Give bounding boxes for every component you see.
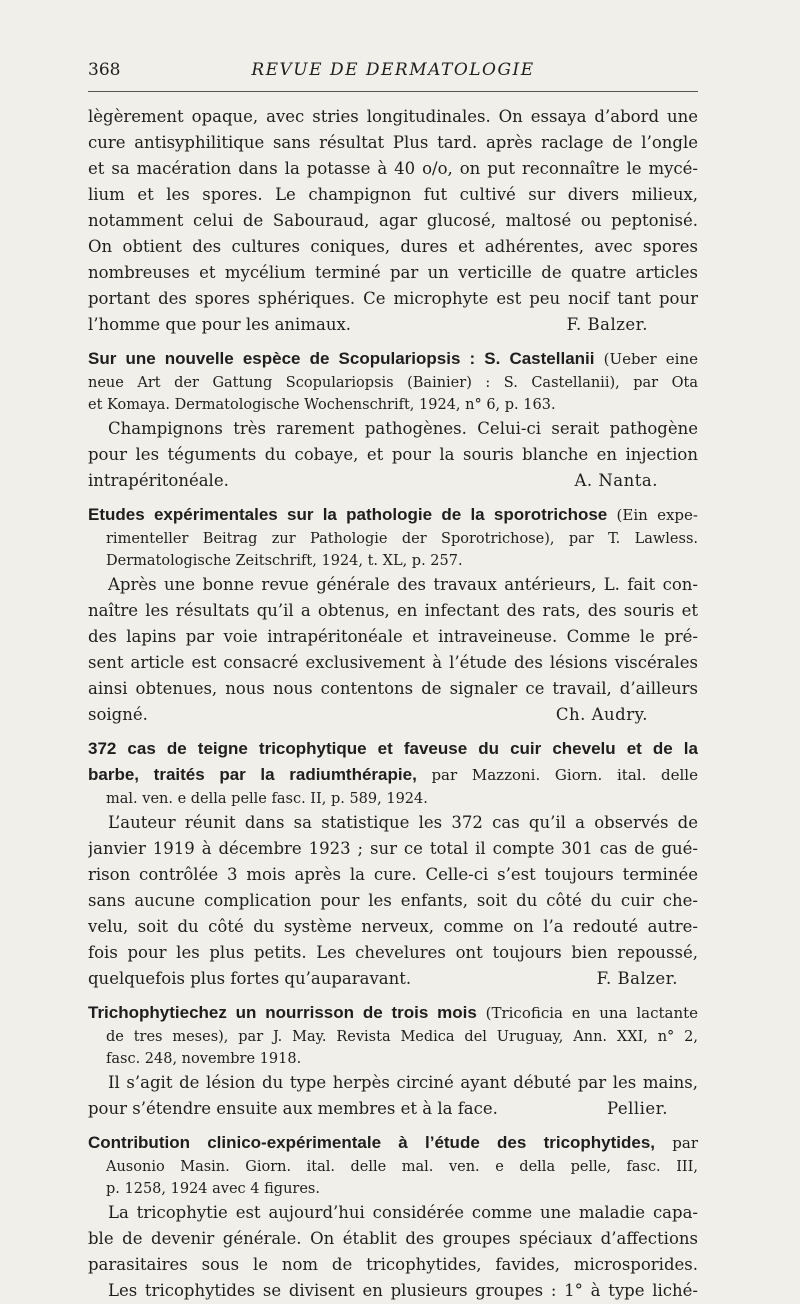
author-signature: F. Balzer. — [566, 315, 648, 334]
article-title-tail: (Tricoficia en una lactante — [485, 1004, 698, 1022]
text-line: On obtient des cultures coniques, dures et adhérentes, avec spores — [88, 237, 698, 256]
text-line: Après une bonne revue générale des travaux antérieurs, L. fait con- — [108, 575, 698, 594]
closing-line — [88, 702, 698, 728]
text-line: pour s’étendre ensuite aux membres et à la face. — [88, 1099, 498, 1118]
article-tricophytides — [88, 1130, 698, 1304]
text-line: ainsi obtenues, nous nous contentons de signaler ce travail, d’ailleurs — [88, 679, 698, 698]
article-title: barbe, traités par la radiumthérapie, — [88, 765, 417, 784]
article-heading — [88, 1130, 698, 1156]
author-signature: Pellier. — [606, 1099, 668, 1118]
text-line: velu, soit du côté du système nerveux, comme on l’a redouté autre- — [88, 917, 698, 936]
text-line: L’auteur réunit dans sa statistique les 372 cas qu’il a observés de — [108, 813, 698, 832]
article-sporotrichose — [88, 502, 698, 728]
article-heading — [88, 736, 698, 762]
article-title: 372 cas de teigne tricophytique et faveuse du cuir chevelu et de la — [88, 739, 698, 758]
article-title-tail: (Ein expe- — [616, 506, 698, 524]
running-header — [88, 60, 698, 86]
journal-title: REVUE DE DERMATOLOGIE — [251, 60, 535, 80]
text-line: l’homme que pour les animaux. — [88, 315, 351, 334]
citation-line: et Komaya. Dermatologische Wochenschrift, 1924, n° 6, p. 163. — [88, 397, 556, 413]
text-line: janvier 1919 à décembre 1923 ; sur ce total il compte 301 cas de gué- — [88, 839, 698, 858]
text-line: rison contrôlée 3 mois après la cure. Celle-ci s’est toujours terminée — [88, 865, 698, 884]
article-title-tail: (Ueber eine — [603, 350, 698, 368]
closing-line — [88, 468, 698, 494]
text-line: et sa macération dans la potasse à 40 o/o, on put reconnaître le mycé- — [88, 159, 698, 178]
text-line: fois pour les plus petits. Les chevelures ont toujours bien repoussé, — [88, 943, 698, 962]
page-body — [88, 104, 698, 1304]
citation-line: de tres meses), par J. May. Revista Medica del Uruguay, Ann. XXI, n° 2, — [106, 1029, 698, 1045]
text-line: Les tricophytides se divisent en plusieurs groupes : 1° à type liché- — [108, 1281, 698, 1300]
article-heading — [88, 346, 698, 372]
article-scopulariopsis — [88, 346, 698, 494]
article-heading — [88, 502, 698, 528]
article-title-tail: par — [672, 1134, 698, 1152]
article-title: Contribution clinico-expérimentale à l’étude des tricophytides, — [88, 1133, 656, 1152]
text-line: intrapéritonéale. — [88, 471, 229, 490]
article-heading — [88, 1000, 698, 1026]
article-title: Sur une nouvelle espèce de Scopulariopsis : S. Castellanii — [88, 349, 595, 368]
page-number: 368 — [88, 60, 121, 80]
text-line: parasitaires sous le nom de tricophytides, favides, microsporides. — [88, 1255, 698, 1274]
citation-line: Dermatologische Zeitschrift, 1924, t. XL, p. 257. — [106, 553, 463, 569]
text-line: lègèrement opaque, avec stries longitudinales. On essaya d’abord une — [88, 107, 698, 126]
author-signature: Ch. Audry. — [555, 705, 648, 724]
citation-line: p. 1258, 1924 avec 4 figures. — [106, 1181, 320, 1197]
text-line: nombreuses et mycélium terminé par un verticille de quatre articles — [88, 263, 698, 282]
closing-line — [88, 966, 698, 992]
citation-line: mal. ven. e della pelle fasc. II, p. 589, 1924. — [106, 791, 428, 807]
header-rule — [88, 91, 698, 92]
author-signature: F. Balzer. — [596, 969, 678, 988]
citation-line: neue Art der Gattung Scopulariopsis (Bainier) : S. Castellanii), par Ota — [88, 375, 698, 391]
text-line: sans aucune complication pour les enfants, soit du côté du cuir che- — [88, 891, 698, 910]
text-line: portant des spores sphériques. Ce microphyte est peu nocif tant pour — [88, 289, 698, 308]
text-line: sent article est consacré exclusivement à l’étude des lésions viscérales — [88, 653, 698, 672]
text-line: des lapins par voie intrapéritonéale et intraveineuse. Comme le pré- — [88, 627, 698, 646]
article-title-tail: par Mazzoni. Giorn. ital. delle — [431, 766, 698, 784]
text-line: Il s’agit de lésion du type herpès circiné ayant débuté par les mains, — [108, 1073, 698, 1092]
text-line: La tricophytie est aujourd’hui considérée comme une maladie capa- — [108, 1203, 698, 1222]
article-radiumtherapie — [88, 736, 698, 992]
article-title: Etudes expérimentales sur la pathologie de la sporotrichose — [88, 505, 608, 524]
citation-line: Ausonio Masin. Giorn. ital. delle mal. ven. e della pelle, fasc. III, — [106, 1159, 698, 1175]
article-title: Trichophytiechez un nourrisson de trois mois — [88, 1003, 477, 1022]
text-line: quelquefois plus fortes qu’auparavant. — [88, 969, 412, 988]
text-line: Champignons très rarement pathogènes. Celui-ci serait pathogène — [108, 419, 698, 438]
text-line: lium et les spores. Le champignon fut cultivé sur divers milieux, — [88, 185, 698, 204]
text-line: pour les téguments du cobaye, et pour la souris blanche en injection — [88, 445, 698, 464]
article-trichophytie — [88, 1000, 698, 1122]
citation-line: fasc. 248, novembre 1918. — [106, 1051, 302, 1067]
text-line: soigné. — [88, 705, 148, 724]
author-signature: A. Nanta. — [574, 471, 658, 490]
closing-line — [88, 312, 698, 338]
text-line: naître les résultats qu’il a obtenus, en infectant des rats, des souris et — [88, 601, 698, 620]
article-heading — [88, 762, 698, 788]
citation-line: rimenteller Beitrag zur Pathologie der Sporotrichose), par T. Lawless. — [106, 531, 698, 547]
text-line: notamment celui de Sabouraud, agar glucosé, maltosé ou peptonisé. — [88, 211, 698, 230]
text-line: ble de devenir générale. On établit des groupes spéciaux d’affections — [88, 1229, 698, 1248]
closing-line — [88, 1096, 698, 1122]
article-continued — [88, 104, 698, 338]
text-line: cure antisyphilitique sans résultat Plus tard. après raclage de l’ongle — [88, 133, 698, 152]
